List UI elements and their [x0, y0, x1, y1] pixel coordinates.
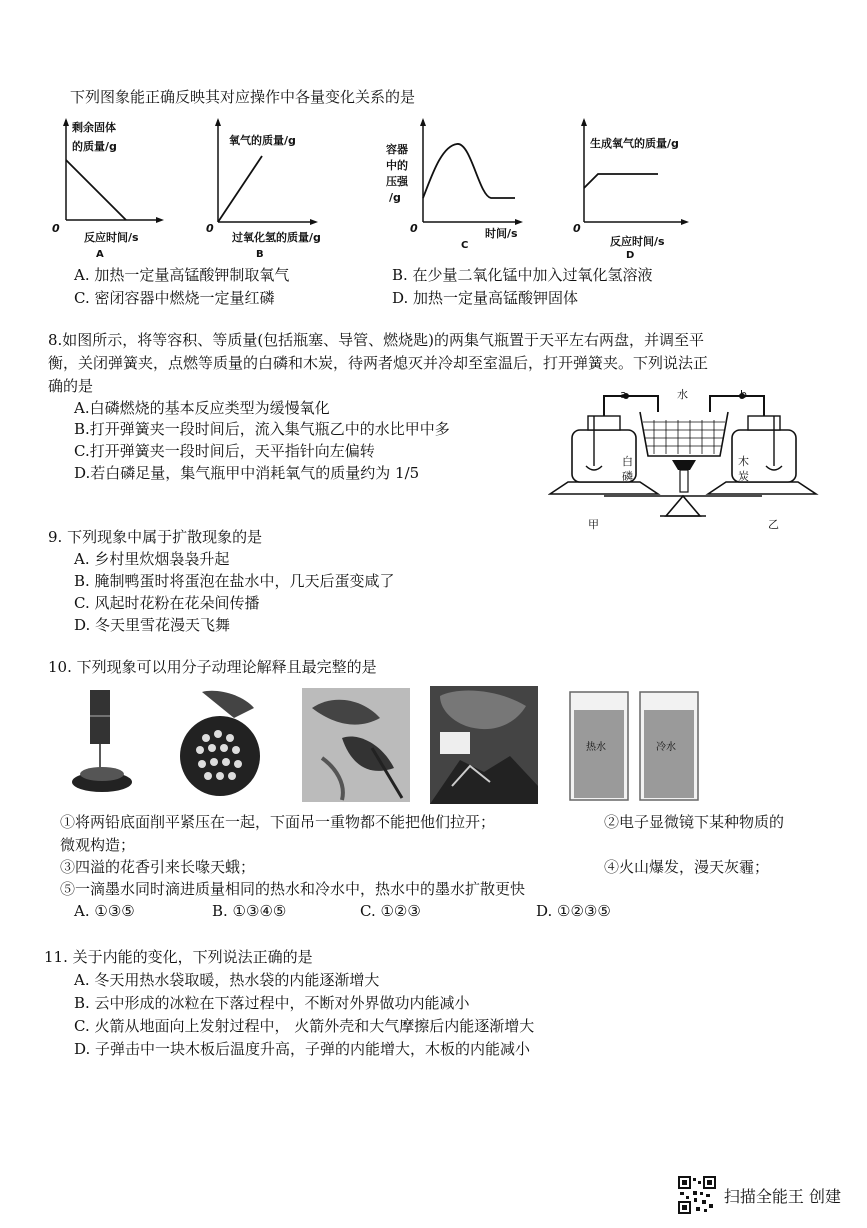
q7-option-d: D. 加热一定量高锰酸钾固体	[392, 289, 579, 307]
water-label: 水	[677, 388, 688, 401]
q11-option-d: D. 子弹击中一块木板后温度升高，子弹的内能增大，木板的内能减小	[74, 1040, 531, 1058]
microscope-structure-photo	[172, 688, 270, 800]
q11-stem: 11. 关于内能的变化，下列说法正确的是	[44, 948, 313, 966]
bottle-yi-label: 乙	[768, 518, 779, 531]
q7-option-c: C. 密闭容器中燃烧一定量红磷	[74, 289, 275, 307]
white-phosphorus-label-1: 白	[622, 455, 633, 468]
graph-c-xlabel: 时间/s	[485, 227, 518, 240]
q8-option-b: B.打开弹簧夹一段时间后，流入集气瓶乙中的水比甲中多	[74, 420, 450, 438]
q8-stem-line3: 确的是	[48, 377, 94, 395]
q10-item-5: ⑤一滴墨水同时滴进质量相同的热水和冷水中，热水中的墨水扩散更快	[60, 880, 526, 898]
q8-stem-line2: 衡，关闭弹簧夹，点燃等质量的白磷和木炭，待两者熄灭并冷却至室温后，打开弹簧夹。下列说法正	[48, 354, 709, 372]
lead-cylinders-photo	[68, 688, 136, 806]
graph-a-xlabel: 反应时间/s	[84, 231, 139, 244]
q10-item-3: ③四溢的花香引来长喙天蛾；	[60, 858, 256, 876]
q11-option-a: A. 冬天用热水袋取暖，热水袋的内能逐渐增大	[74, 971, 380, 989]
graph-b-origin: 0	[206, 222, 214, 235]
q9-option-a: A. 乡村里炊烟袅袅升起	[74, 550, 230, 568]
cold-water-label: 冷水	[656, 742, 676, 753]
graph-c-letter: C	[461, 240, 469, 251]
scanner-watermark-text: 扫描全能王 创建	[723, 1186, 841, 1206]
scanner-watermark	[678, 1176, 841, 1214]
graph-b-letter: B	[256, 249, 264, 260]
clamp-b-label: b	[740, 388, 747, 401]
white-phosphorus-label-2: 磷	[622, 470, 633, 483]
charcoal-label-1: 木	[738, 455, 749, 468]
q9-option-b: B. 腌制鸭蛋时将蛋泡在盐水中，几天后蛋变咸了	[74, 572, 395, 590]
q10-item-2b: 微观构造；	[60, 836, 136, 854]
graph-a-ylabel-1: 剩余固体	[72, 121, 116, 134]
charcoal-label-2: 炭	[738, 470, 749, 483]
q8-option-d: D.若白磷足量，集气瓶甲中消耗氧气的质量约为 1/5	[74, 464, 420, 482]
graph-d-origin: 0	[573, 222, 581, 235]
q10-item-2a: ②电子显微镜下某种物质的	[604, 813, 785, 831]
graph-c-ylabel-4: /g	[389, 191, 401, 204]
graph-c-ylabel-2: 中的	[386, 159, 408, 172]
balance-apparatus-diagram	[548, 386, 820, 534]
q9-option-d: D. 冬天里雪花漫天飞舞	[74, 616, 231, 634]
q10-option-c: C. ①②③	[360, 902, 421, 920]
qr-code-icon	[678, 1176, 716, 1214]
graph-a-ylabel-2: 的质量/g	[72, 140, 117, 153]
graph-c	[405, 118, 535, 263]
graph-c-origin: 0	[410, 222, 418, 235]
q10-option-b: B. ①③④⑤	[212, 902, 287, 920]
graph-c-ylabel-1: 容器	[386, 143, 408, 156]
q9-stem: 9. 下列现象中属于扩散现象的是	[48, 528, 263, 546]
graph-a-origin: 0	[52, 222, 60, 235]
q8-stem-line1: 8.如图所示，将等容积、等质量(包括瓶塞、导管、燃烧匙)的两集气瓶置于天平左右两盘，并调至平	[48, 331, 705, 349]
q10-item-4: ④火山爆发，漫天灰霾；	[604, 858, 770, 876]
q8-option-c: C.打开弹簧夹一段时间后，天平指针向左偏转	[74, 442, 375, 460]
q7-option-b: B. 在少量二氧化锰中加入过氧化氢溶液	[392, 266, 653, 284]
graph-b-xlabel: 过氧化氢的质量/g	[232, 231, 321, 244]
graph-d-letter: D	[626, 250, 635, 261]
q7-option-a: A. 加热一定量高锰酸钾制取氧气	[74, 266, 290, 284]
graph-d-xlabel: 反应时间/s	[610, 235, 665, 248]
moth-flower-photo	[302, 688, 410, 802]
q7-stem: 下列图象能正确反映其对应操作中各量变化关系的是	[70, 88, 416, 106]
q10-stem: 10. 下列现象可以用分子动理论解释且最完整的是	[48, 658, 377, 676]
q9-option-c: C. 风起时花粉在花朵间传播	[74, 594, 260, 612]
graph-c-ylabel-3: 压强	[386, 175, 408, 188]
q10-option-a: A. ①③⑤	[74, 902, 135, 920]
graph-a-letter: A	[96, 249, 104, 260]
graph-d-ylabel: 生成氧气的质量/g	[590, 137, 679, 150]
q8-option-a: A.白磷燃烧的基本反应类型为缓慢氧化	[74, 399, 330, 417]
q11-option-b: B. 云中形成的冰粒在下落过程中，不断对外界做功内能减小	[74, 994, 470, 1012]
clamp-a-label: a	[620, 388, 627, 401]
bottle-jia-label: 甲	[588, 518, 599, 531]
q11-option-c: C. 火箭从地面向上发射过程中， 火箭外壳和大气摩擦后内能逐渐增大	[74, 1017, 535, 1035]
q10-option-d: D. ①②③⑤	[536, 902, 611, 920]
hot-water-label: 热水	[586, 742, 606, 753]
q10-item-1: ①将两铅底面削平紧压在一起，下面吊一重物都不能把他们拉开；	[60, 813, 496, 831]
graph-b-ylabel: 氧气的质量/g	[229, 134, 296, 147]
volcano-photo	[430, 686, 538, 804]
